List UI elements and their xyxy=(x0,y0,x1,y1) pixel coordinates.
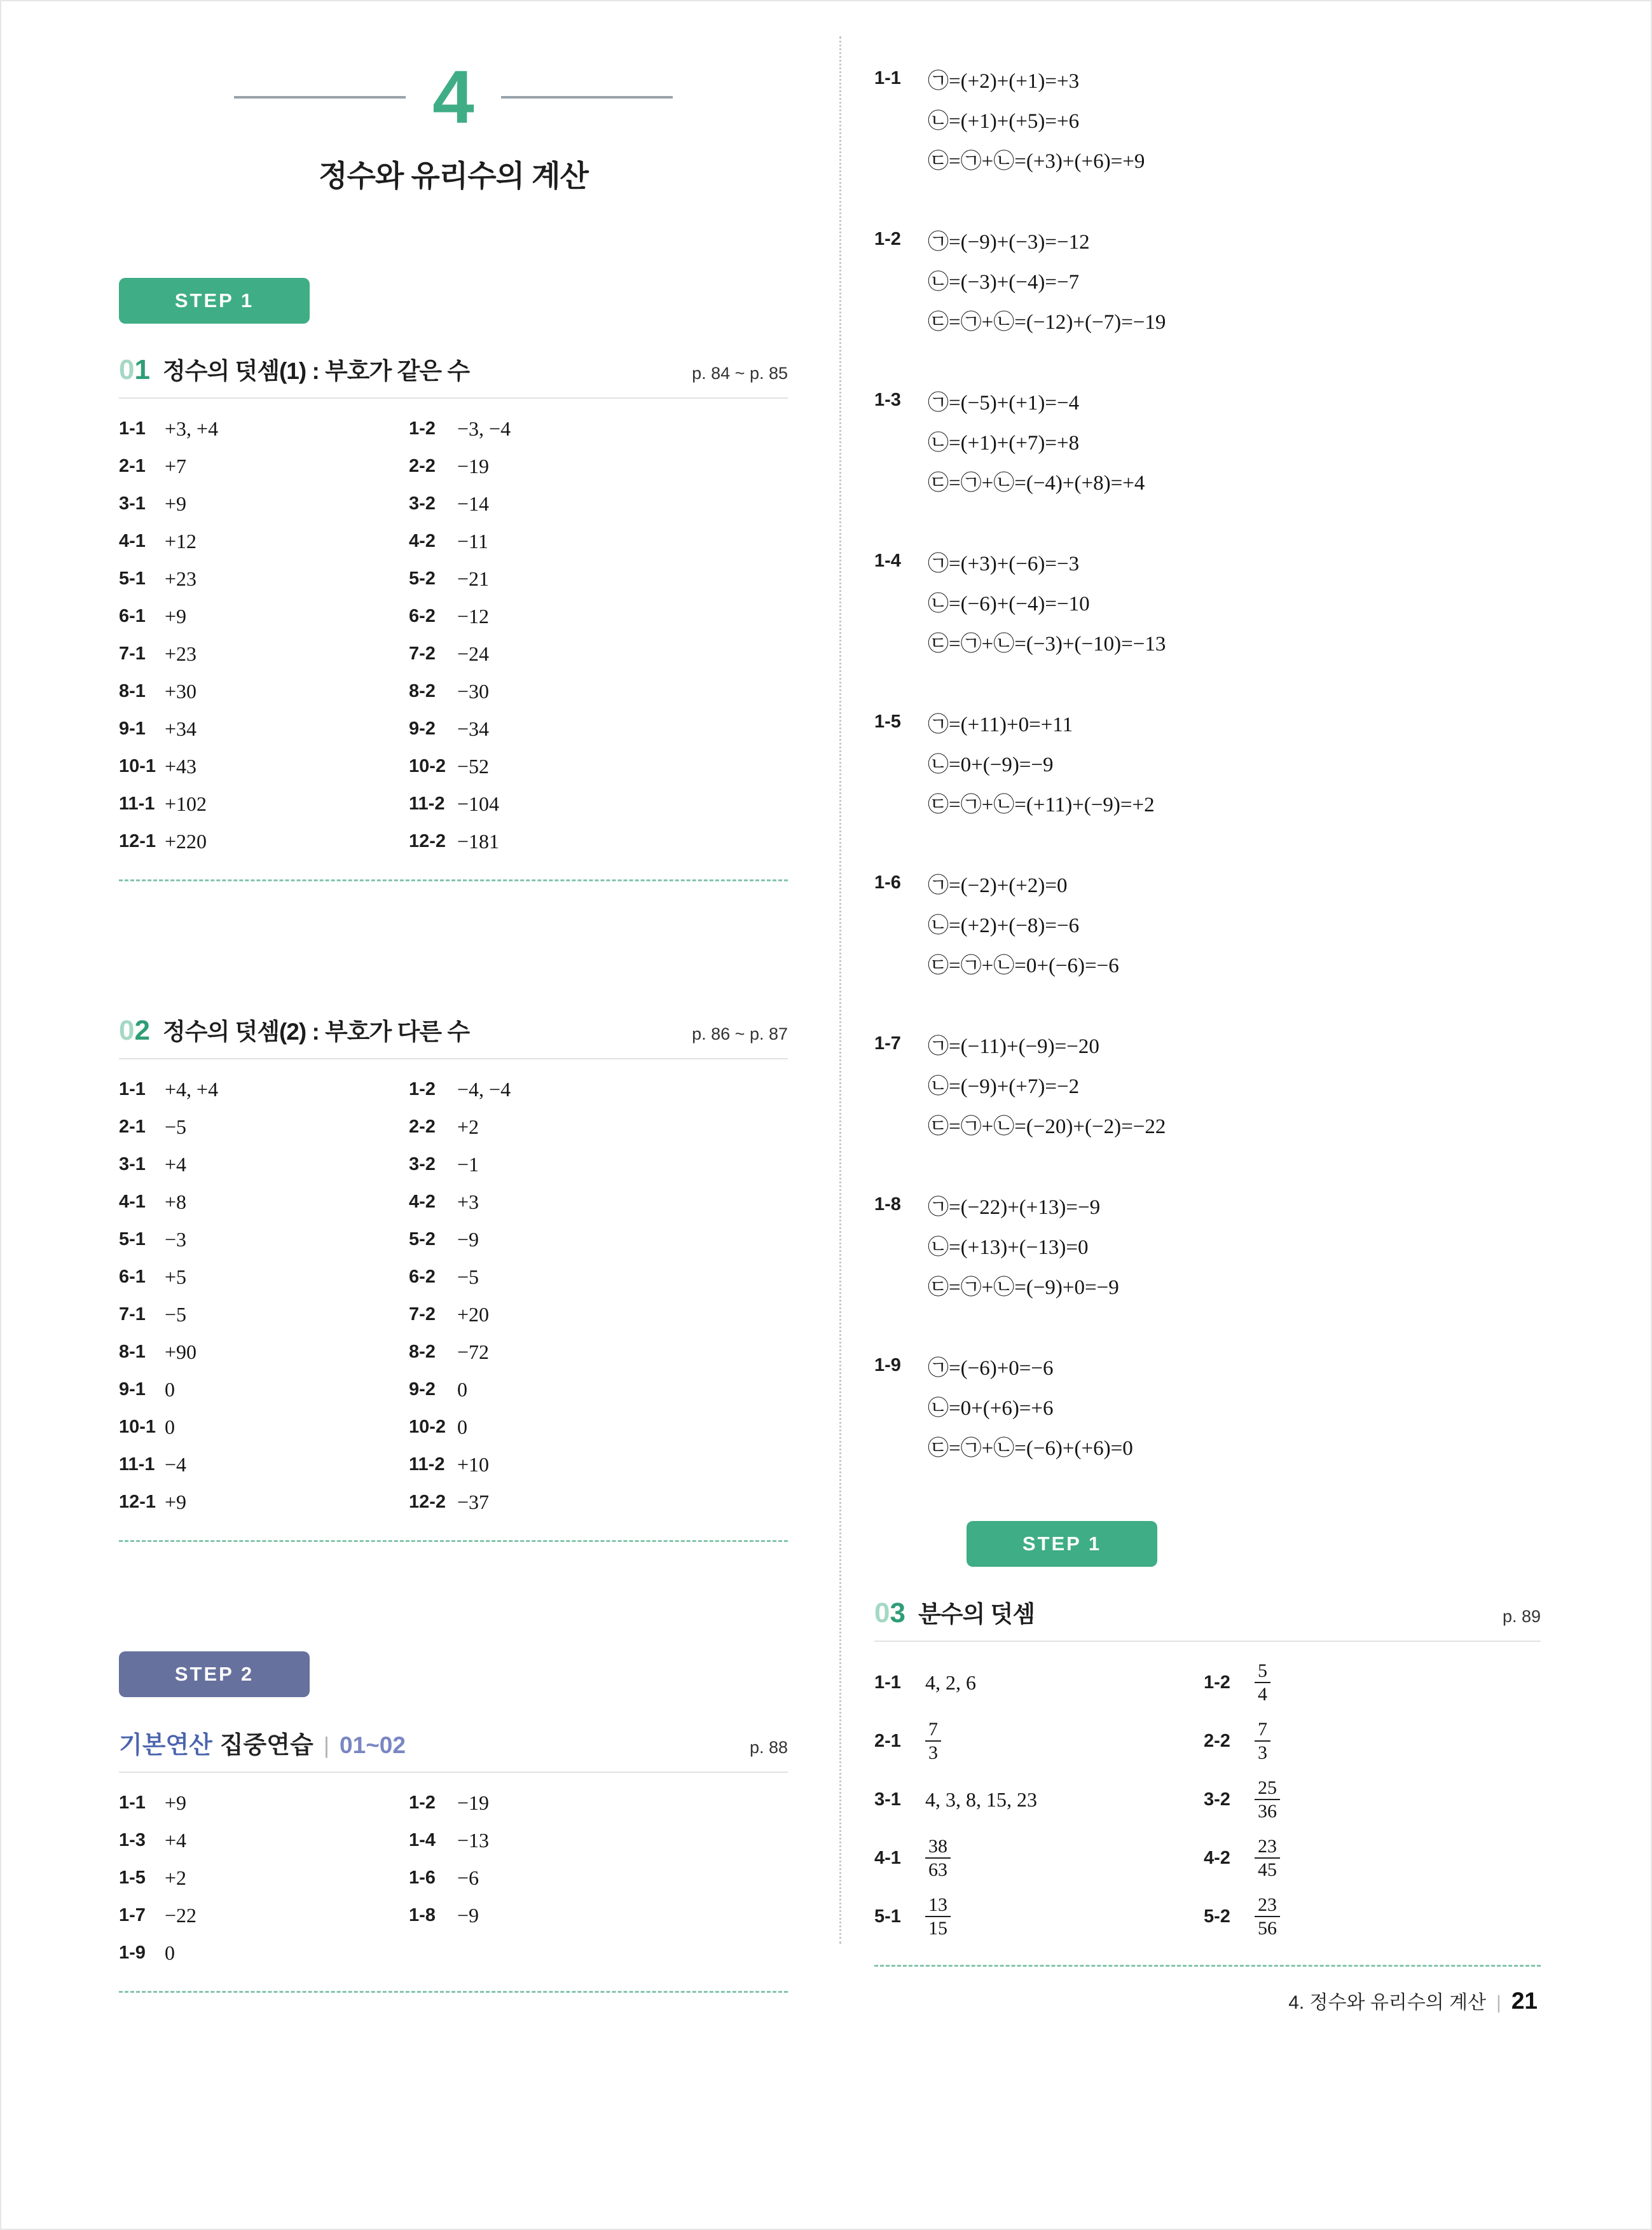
basic-practice-header xyxy=(119,1725,788,1773)
dashed-divider xyxy=(119,1540,788,1542)
page-footer xyxy=(1288,1986,1538,2014)
worked-line: ㉠=(+3)+(−6)=−3 xyxy=(928,553,1080,575)
worked-line: ㉡=(+1)+(+5)=+6 xyxy=(928,110,1080,133)
answer-value: +4 xyxy=(165,1829,187,1852)
answer-label: 2-2 xyxy=(409,1117,436,1137)
answer-label: 6-2 xyxy=(409,1267,436,1287)
worked-answer-label: 1-1 xyxy=(874,68,901,88)
answer-label: 12-2 xyxy=(409,1492,446,1512)
worked-answer xyxy=(874,1188,1541,1308)
answer-label: 1-2 xyxy=(409,1793,436,1813)
section01-title: 정수의 덧셈(1) : 부호가 같은 수 xyxy=(162,358,470,384)
answer-row xyxy=(119,1408,788,1446)
answer-label: 9-2 xyxy=(409,1379,436,1400)
answer-label: 3-2 xyxy=(1204,1789,1230,1810)
answer-label: 5-1 xyxy=(119,568,146,589)
chapter-title: 정수와 유리수의 계산 xyxy=(319,159,588,193)
answer-value: +9 xyxy=(165,492,187,515)
answer-label: 8-1 xyxy=(119,681,146,701)
answer-value: +3, +4 xyxy=(165,417,219,440)
worked-answer-lines xyxy=(928,1027,1541,1147)
answer-label: 8-2 xyxy=(409,1342,436,1362)
answer-label: 4-2 xyxy=(409,531,436,551)
worked-answer-lines xyxy=(928,383,1541,504)
answer-label: 2-2 xyxy=(1204,1730,1230,1751)
section03-pages: p. 89 xyxy=(1502,1607,1541,1626)
answer-label: 2-1 xyxy=(874,1730,901,1751)
section02-pages: p. 86 ~ p. 87 xyxy=(692,1024,788,1043)
chapter-number: 4 xyxy=(432,55,474,139)
worked-answer-label: 1-5 xyxy=(874,712,901,732)
worked-line: ㉢=㉠+㉡=(−20)+(−2)=−22 xyxy=(928,1115,1166,1138)
column-divider xyxy=(839,36,841,1944)
answer-value: −5 xyxy=(165,1303,187,1326)
fraction-denominator: 63 xyxy=(928,1859,947,1880)
answer-value: +7 xyxy=(165,455,187,478)
worked-line: ㉠=(−22)+(+13)=−9 xyxy=(928,1196,1101,1219)
answer-value: +23 xyxy=(165,567,197,590)
answer-row xyxy=(874,1887,1541,1946)
answer-label: 1-7 xyxy=(119,1905,146,1925)
worked-answer-lines xyxy=(928,1349,1541,1469)
answer-value: −1 xyxy=(457,1153,479,1176)
answer-value: +23 xyxy=(165,642,197,665)
section01-number: 01 xyxy=(119,354,150,385)
answer-value: 0 xyxy=(165,1378,175,1401)
answer-value: 0 xyxy=(457,1378,467,1401)
answer-row xyxy=(119,1897,788,1934)
answer-row xyxy=(119,598,788,635)
answer-label: 1-1 xyxy=(119,418,146,439)
answer-label: 3-1 xyxy=(874,1789,901,1810)
answer-value: 4, 2, 6 xyxy=(925,1670,976,1694)
answer-value: −11 xyxy=(457,530,488,553)
answer-label: 1-1 xyxy=(119,1793,146,1813)
left-column xyxy=(119,1,788,1993)
answer-row xyxy=(874,1712,1541,1770)
answer-label: 1-5 xyxy=(119,1868,146,1888)
worked-answer-lines xyxy=(928,866,1541,986)
worked-answer-label: 1-7 xyxy=(874,1033,901,1054)
basic-practice-title-rest: 집중연습 xyxy=(219,1732,313,1759)
answer-row xyxy=(119,1146,788,1183)
worked-answer-lines xyxy=(928,705,1541,825)
answer-label: 1-6 xyxy=(409,1868,436,1888)
answer-row xyxy=(119,1784,788,1822)
answer-value: 4, 3, 8, 15, 23 xyxy=(925,1787,1037,1811)
answer-label: 3-1 xyxy=(119,1154,146,1174)
answer-value: −4, −4 xyxy=(457,1078,511,1101)
worked-line: ㉢=㉠+㉡=(−3)+(−10)=−13 xyxy=(928,633,1166,656)
fraction xyxy=(1255,1894,1280,1940)
answer-label: 7-1 xyxy=(119,1304,146,1325)
answer-label: 12-1 xyxy=(119,1492,156,1512)
answer-row xyxy=(119,1859,788,1897)
answer-label: 10-1 xyxy=(119,1417,156,1437)
answer-value: −9 xyxy=(457,1904,479,1927)
answer-row xyxy=(119,1258,788,1296)
section01-pages: p. 84 ~ p. 85 xyxy=(692,364,788,383)
worked-answer xyxy=(874,705,1541,825)
answer-label: 5-1 xyxy=(874,1906,901,1927)
answer-row xyxy=(119,1296,788,1333)
footer-separator: | xyxy=(1496,1992,1501,2013)
answer-label: 10-2 xyxy=(409,756,446,776)
fraction xyxy=(1255,1660,1270,1706)
answer-value: −72 xyxy=(457,1340,490,1363)
answer-row xyxy=(119,1183,788,1221)
worked-line: ㉡=(−9)+(+7)=−2 xyxy=(928,1075,1080,1098)
answer-value xyxy=(1255,1835,1541,1882)
fraction xyxy=(1255,1718,1270,1765)
answer-value xyxy=(925,1835,1204,1882)
worked-line: ㉡=(+13)+(−13)=0 xyxy=(928,1236,1089,1259)
answer-label: 1-3 xyxy=(119,1830,146,1850)
answer-value: +3 xyxy=(457,1190,479,1213)
answer-value: +9 xyxy=(165,605,187,628)
answer-label: 7-1 xyxy=(119,644,146,664)
dashed-divider xyxy=(119,879,788,881)
answer-value: −5 xyxy=(457,1265,479,1288)
worked-line: ㉢=㉠+㉡=(−6)+(+6)=0 xyxy=(928,1437,1133,1460)
answer-row xyxy=(119,635,788,673)
worked-line: ㉡=(−3)+(−4)=−7 xyxy=(928,271,1080,294)
answer-value: −4 xyxy=(165,1453,187,1476)
dashed-divider xyxy=(874,1965,1541,1967)
worked-line: ㉠=(−11)+(−9)=−20 xyxy=(928,1035,1099,1058)
answer-row xyxy=(119,560,788,598)
answer-label: 4-2 xyxy=(1204,1847,1230,1868)
basic-practice-title-accent: 기본연산 xyxy=(119,1732,212,1759)
worked-answer-lines xyxy=(928,223,1541,343)
answer-label: 3-2 xyxy=(409,493,436,514)
section02-header xyxy=(119,1012,788,1059)
worked-line: ㉡=(+1)+(+7)=+8 xyxy=(928,432,1080,455)
worked-line: ㉡=(−6)+(−4)=−10 xyxy=(928,593,1090,616)
worked-answer xyxy=(874,1349,1541,1469)
answer-row xyxy=(119,1934,788,1972)
answer-value: −14 xyxy=(457,492,490,515)
answer-value: −12 xyxy=(457,605,490,628)
answer-label: 1-9 xyxy=(119,1943,146,1963)
answer-value xyxy=(925,1894,1204,1940)
worked-answer-lines xyxy=(928,1188,1541,1308)
answer-label: 1-2 xyxy=(1204,1672,1230,1693)
worked-answer xyxy=(874,62,1541,182)
answer-row xyxy=(874,1829,1541,1887)
answer-label: 11-1 xyxy=(119,794,155,814)
answer-row xyxy=(119,1071,788,1108)
answer-row xyxy=(119,1483,788,1521)
dashed-divider xyxy=(119,1991,788,1993)
answer-value: −52 xyxy=(457,755,490,778)
fraction-numerator: 25 xyxy=(1255,1777,1280,1800)
answer-label: 3-2 xyxy=(409,1154,436,1174)
fraction-numerator: 23 xyxy=(1255,1894,1280,1917)
answer-value: +9 xyxy=(165,1791,187,1814)
basic-practice-answers xyxy=(119,1784,788,1972)
answer-label: 11-2 xyxy=(409,794,445,814)
worked-answer-label: 1-2 xyxy=(874,229,901,249)
answer-value: +4, +4 xyxy=(165,1078,219,1101)
answer-value xyxy=(1255,1777,1541,1823)
answer-value: −13 xyxy=(457,1829,490,1852)
answer-label: 12-1 xyxy=(119,831,156,851)
answer-label: 5-2 xyxy=(409,568,436,589)
answer-value: +2 xyxy=(457,1115,479,1138)
answer-label: 6-1 xyxy=(119,1267,146,1287)
answer-value: +9 xyxy=(165,1490,187,1513)
answer-row xyxy=(119,485,788,523)
section01-answers xyxy=(119,410,788,860)
fraction-numerator: 23 xyxy=(1255,1835,1280,1859)
worked-line: ㉢=㉠+㉡=(−4)+(+8)=+4 xyxy=(928,472,1145,495)
answer-row xyxy=(119,410,788,448)
answer-value: −6 xyxy=(457,1866,479,1889)
worked-answer xyxy=(874,1027,1541,1147)
answer-value: −5 xyxy=(165,1115,187,1138)
answer-value: −21 xyxy=(457,567,490,590)
section03-title: 분수의 덧셈 xyxy=(918,1601,1035,1627)
worked-answer-label: 1-3 xyxy=(874,390,901,410)
section03-header xyxy=(874,1595,1541,1642)
answer-label: 3-1 xyxy=(119,493,146,514)
answer-value: +5 xyxy=(165,1265,187,1288)
answer-value: +90 xyxy=(165,1340,197,1363)
worked-line: ㉢=㉠+㉡=0+(−6)=−6 xyxy=(928,954,1119,977)
answer-value: −37 xyxy=(457,1490,490,1513)
fraction-denominator: 45 xyxy=(1258,1859,1277,1880)
answer-label: 2-1 xyxy=(119,456,146,476)
section02-number: 02 xyxy=(119,1015,150,1046)
answer-value xyxy=(1255,1660,1541,1706)
step2-badge: STEP 2 xyxy=(119,1651,310,1697)
worked-line: ㉠=(+11)+0=+11 xyxy=(928,713,1073,736)
worked-answer-lines xyxy=(928,62,1541,182)
worked-answer-lines xyxy=(928,544,1541,664)
section03-answers xyxy=(874,1653,1541,1946)
answer-row xyxy=(119,1221,788,1258)
fraction-denominator: 4 xyxy=(1258,1684,1267,1705)
fraction-denominator: 36 xyxy=(1258,1801,1277,1822)
fraction-denominator: 3 xyxy=(1258,1742,1267,1763)
answer-value: −19 xyxy=(457,1791,490,1814)
answer-value: −19 xyxy=(457,455,490,478)
step1-badge-left: STEP 1 xyxy=(119,278,310,324)
footer-chapter: 4. 정수와 유리수의 계산 xyxy=(1288,1992,1487,2013)
chapter-header xyxy=(119,1,788,195)
fraction xyxy=(925,1894,951,1940)
fraction-denominator: 3 xyxy=(928,1742,938,1763)
worked-line: ㉢=㉠+㉡=(−9)+0=−9 xyxy=(928,1276,1119,1299)
worked-line: ㉠=(−9)+(−3)=−12 xyxy=(928,231,1090,254)
worked-answer-label: 1-8 xyxy=(874,1194,901,1215)
answer-label: 9-2 xyxy=(409,719,436,739)
fraction-numerator: 5 xyxy=(1255,1660,1270,1683)
answer-label: 5-1 xyxy=(119,1229,146,1249)
worked-answer xyxy=(874,544,1541,664)
answer-value: 0 xyxy=(457,1415,467,1438)
answer-value: +30 xyxy=(165,680,197,703)
step1-badge-right: STEP 1 xyxy=(967,1521,1157,1567)
answer-value: +20 xyxy=(457,1303,490,1326)
fraction xyxy=(925,1718,941,1765)
answer-label: 1-2 xyxy=(409,418,436,439)
answer-value: +220 xyxy=(165,830,207,853)
answer-row xyxy=(119,748,788,785)
answer-row xyxy=(119,448,788,485)
answer-row xyxy=(119,1822,788,1859)
answer-label: 4-1 xyxy=(119,1192,146,1212)
answer-label: 1-1 xyxy=(119,1079,146,1099)
basic-practice-pages: p. 88 xyxy=(749,1738,788,1757)
answer-row xyxy=(874,1653,1541,1712)
answer-label: 6-2 xyxy=(409,606,436,626)
fraction-numerator: 7 xyxy=(925,1718,941,1742)
fraction-numerator: 13 xyxy=(925,1894,951,1917)
answer-value: −181 xyxy=(457,830,500,853)
answer-label: 11-1 xyxy=(119,1454,155,1475)
worked-line: ㉡=0+(−9)=−9 xyxy=(928,754,1054,776)
answer-value: −104 xyxy=(457,792,500,815)
answer-row xyxy=(119,1333,788,1371)
answer-value: +4 xyxy=(165,1153,187,1176)
chapter-rule-right xyxy=(501,96,673,99)
answer-label: 5-2 xyxy=(1204,1906,1230,1927)
answer-value: −30 xyxy=(457,680,490,703)
section02-answers xyxy=(119,1071,788,1521)
answer-value: +10 xyxy=(457,1453,490,1476)
answer-label: 8-1 xyxy=(119,1342,146,1362)
answer-value: +12 xyxy=(165,530,197,553)
worked-answer-label: 1-9 xyxy=(874,1355,901,1375)
answer-label: 9-1 xyxy=(119,719,146,739)
answer-value xyxy=(1255,1718,1541,1765)
answer-value: +2 xyxy=(165,1866,187,1889)
answer-value: −3, −4 xyxy=(457,417,511,440)
worked-line: ㉠=(−6)+0=−6 xyxy=(928,1357,1054,1380)
answer-label: 1-8 xyxy=(409,1905,436,1925)
answer-row xyxy=(119,785,788,823)
answer-label: 4-2 xyxy=(409,1192,436,1212)
fraction-denominator: 15 xyxy=(928,1918,947,1939)
worked-line: ㉠=(−5)+(+1)=−4 xyxy=(928,392,1080,415)
fraction-numerator: 38 xyxy=(925,1835,951,1859)
fraction-numerator: 7 xyxy=(1255,1718,1270,1742)
answer-value: −24 xyxy=(457,642,490,665)
answer-value xyxy=(1255,1894,1541,1940)
fraction xyxy=(1255,1835,1280,1882)
answer-row xyxy=(119,710,788,748)
worked-answer xyxy=(874,383,1541,504)
answer-label: 2-2 xyxy=(409,456,436,476)
answer-label: 7-2 xyxy=(409,1304,436,1325)
answer-label: 7-2 xyxy=(409,644,436,664)
basic-practice-range: 01~02 xyxy=(340,1732,406,1758)
chapter-rule-left xyxy=(234,96,406,99)
answer-value: 0 xyxy=(165,1941,175,1964)
worked-line: ㉠=(−2)+(+2)=0 xyxy=(928,874,1068,897)
footer-page-number: 21 xyxy=(1511,1988,1538,2014)
answer-label: 6-1 xyxy=(119,606,146,626)
answer-value xyxy=(925,1718,1204,1765)
answer-row xyxy=(119,523,788,560)
worked-answers xyxy=(874,1,1541,1469)
answer-label: 8-2 xyxy=(409,681,436,701)
fraction xyxy=(925,1835,951,1882)
section03-number: 03 xyxy=(874,1597,905,1628)
worked-line: ㉡=(+2)+(−8)=−6 xyxy=(928,914,1080,937)
answer-label: 4-1 xyxy=(119,531,146,551)
answer-label: 12-2 xyxy=(409,831,446,851)
worked-answer-label: 1-6 xyxy=(874,872,901,893)
fraction-denominator: 56 xyxy=(1258,1918,1277,1939)
answer-row xyxy=(119,823,788,860)
worked-answer xyxy=(874,866,1541,986)
answer-row xyxy=(119,1446,788,1483)
answer-label: 1-4 xyxy=(409,1830,436,1850)
answer-label: 1-2 xyxy=(409,1079,436,1099)
answer-label: 1-1 xyxy=(874,1672,901,1693)
right-column xyxy=(874,1,1541,1967)
answer-row xyxy=(119,1371,788,1408)
worked-line: ㉠=(+2)+(+1)=+3 xyxy=(928,70,1080,93)
worked-line: ㉡=0+(+6)=+6 xyxy=(928,1397,1054,1420)
answer-row xyxy=(119,673,788,710)
worked-line: ㉢=㉠+㉡=(+11)+(−9)=+2 xyxy=(928,794,1155,816)
worked-line: ㉢=㉠+㉡=(−12)+(−7)=−19 xyxy=(928,311,1166,334)
answer-label: 10-2 xyxy=(409,1417,446,1437)
answer-row xyxy=(874,1770,1541,1829)
answer-value: −22 xyxy=(165,1904,197,1927)
fraction xyxy=(1255,1777,1280,1823)
answer-label: 5-2 xyxy=(409,1229,436,1249)
section02-title: 정수의 덧셈(2) : 부호가 다른 수 xyxy=(162,1019,470,1045)
answer-label: 9-1 xyxy=(119,1379,146,1400)
answer-value: +43 xyxy=(165,755,197,778)
answer-label: 11-2 xyxy=(409,1454,445,1475)
answer-label: 2-1 xyxy=(119,1117,146,1137)
answer-label: 10-1 xyxy=(119,756,156,776)
answer-value: 0 xyxy=(165,1415,175,1438)
answer-value: +8 xyxy=(165,1190,187,1213)
answer-label: 4-1 xyxy=(874,1847,901,1868)
worked-answer-label: 1-4 xyxy=(874,551,901,571)
answer-value: −34 xyxy=(457,717,490,740)
answer-value: +34 xyxy=(165,717,197,740)
answer-row xyxy=(119,1108,788,1146)
worked-line: ㉢=㉠+㉡=(+3)+(+6)=+9 xyxy=(928,150,1145,173)
answer-value: −9 xyxy=(457,1228,479,1251)
answer-value: −3 xyxy=(165,1228,187,1251)
worked-answer xyxy=(874,223,1541,343)
basic-practice-separator: | xyxy=(323,1732,330,1758)
section01-header xyxy=(119,352,788,399)
answer-value: +102 xyxy=(165,792,207,815)
chapter-number-row xyxy=(119,55,788,139)
